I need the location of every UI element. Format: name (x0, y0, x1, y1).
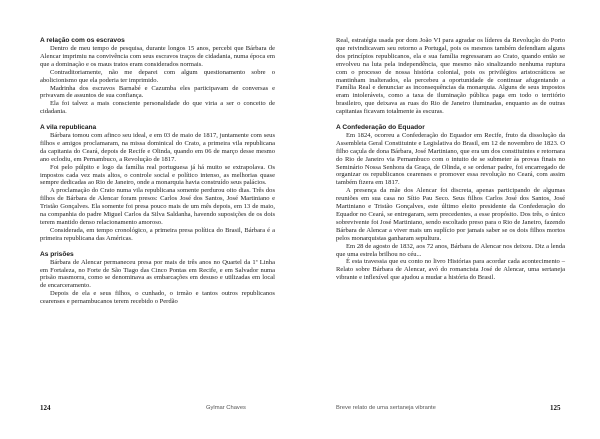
page-number: 125 (550, 404, 561, 412)
paragraph: Em 28 de agosto de 1832, aos 72 anos, Bárbara de Alencar nos deixou. Diz a lenda que uma estrela brilhou no céu... (336, 242, 565, 258)
right-page (300, 0, 600, 439)
paragraph: Bárbara tomou com afinco seu ideal, e em 03 de maio de 1817, juntamente com seus filhos e amigos proclamaram, na missa dominical do Crato, a primeira vila republicana da capitania do Ceará, depois de Recife e Olinda, quando em 06 de março desse mesmo ano eclodiu, em Pernambuco, a Revolução de 1817. (40, 132, 275, 163)
paragraph: A proclamação do Crato numa vila republicana somente perdurou oito dias. Três dos filhos de Bárbara de Alencar foram presos: Carlos José dos Santos, José Martiniano e Tristão Gonçalves. Ela somente foi presa pouco mais de um mês depois, em 13 de maio, na companhia do padre Miguel Carlos da Silva Saldanha, havendo suposições de os dois terem mantido denso relacionamento amoroso. (40, 187, 275, 227)
paragraph: Madrinha dos escravos Barnabé e Cazumba eles participavam de conversas e privavam de assuntos de sua confiança. (40, 84, 275, 100)
running-footer: Gylmar Chaves (206, 405, 246, 411)
heading-confederacao-equador: A Confederação do Equador (336, 123, 425, 131)
paragraph: Bárbara de Alencar permaneceu presa por mais de três anos no Quartel da 1ª Linha em Fortaleza, no Forte de São Tiago das Cinco Pontas em Recife, e em Salvador numa prisão masmorra, como se denominava as embarcações em desuso e utilizadas em local de encarceramento. (40, 258, 275, 290)
heading-relacao-escravos: A relação com os escravos (40, 37, 125, 44)
running-footer: Breve relato de uma sertaneja vibrante (336, 405, 436, 411)
heading-vila-republicana: A vila republicana (40, 124, 97, 132)
paragraph: Dentro de meu tempo de pesquisa, durante longos 15 anos, percebi que Bárbara de Alencar imprimiu na convivência com seus escravos traços de cidadania, numa época em que a dominação e os maus tratos eram considerados normais. (40, 45, 275, 68)
page-number: 124 (40, 404, 51, 412)
paragraph: É esta travessia que eu conto no livro Histórias para acordar cada acontecimento – Relato sobre Bárbara de Alencar, avó do romancista José de Alencar, uma sertaneja vibrante e inflexível que ajudou a mudar a história do Brasil. (336, 258, 565, 282)
paragraph: Real, estratégia usada por dom João VI para agradar os líderes da Revolução do Porto que reivindicavam seu retorno a Portugal, pois os mesmos também defendiam alguns dos princípios republicanos, ela e sua família regressaram ao Crato, quando então se envolveu na luta pela independência, que mesmo não sinalizando nenhuma ruptura com o processo de nossa história colonial, pois os privilégios aristocráticos se mantinham inalterados, ela percebeu a oportunidade de continuar afugentando a Família Real e denunciar as inconsequências da monarquia. Alguns de seus impostos eram intoleráveis, como a taxa de iluminação pública paga em todo o território brasileiro, que deixava as ruas do Rio de Janeiro iluminadas, enquanto as de outras capitanias ficavam totalmente às escuras. (336, 37, 565, 116)
paragraph: Em 1824, ocorreu a Confederação do Equador em Recife, fruto da dissolução da Assembleia Geral Constituinte e Legislativa do Brasil, em 12 de novembro de 1823. O filho caçula de dona Bárbara, José Martiniano, que era um dos constituintes e retornara do Rio de Janeiro via Pernambuco com o intuito de se submeter às provas finais no Seminário Nossa Senhora da Graça, de Olinda, e se ordenar padre, foi encarregado de organizar os republicanos cearenses e promover essa revolução no Ceará, com assim também fizera em 1817. (336, 131, 565, 187)
heading-prisoes: As prisões (40, 250, 74, 258)
paragraph: Considerada, em tempo cronológico, a primeira presa política do Brasil, Bárbara é a primeira republicana das Américas. (40, 226, 275, 242)
paragraph: Contraditoriamente, não me deparei com algum questionamento sobre o abolicionismo que ela poderia ter imprimido. (40, 68, 275, 84)
paragraph: Ela foi talvez a mais consciente personalidade do que viria a ser o conceito de cidadania. (40, 100, 275, 116)
paragraph: A presença da mãe dos Alencar foi discreta, apenas participando de algumas reuniões em sua casa no Sítio Pau Seco. Seus filhos Carlos José dos Santos, José Martiniano e Tristão Gonçalves, este último eleito presidente da Confederação do Equador no Ceará, se entregaram, sem precedentes, a esse propósito. Dos três, o único sobrevivente foi José Martiniano, sendo escoltado preso para o Rio de Janeiro, fazendo Bárbara de Alencar a viver mais um suplício por jamais saber se os dois filhos mortos pelos monarquistas ganharam sepultura. (336, 187, 565, 242)
right-text-column (336, 37, 565, 282)
left-text-column (40, 37, 275, 306)
paragraph: Depois de ela e seus filhos, o cunhado, o irmão e tantos outros republicanos cearenses e pernambucanos terem recebido o Perdão (40, 290, 275, 306)
paragraph: Foi pelo púlpito e logo da família real portuguesa já há muito se extrapolava. Os impostos cada vez mais altos, o controle social e político intenso, as melhorias quase sempre dedicadas ao Rio de Janeiro, onde a monarquia havia construído seus palácios. (40, 163, 275, 187)
